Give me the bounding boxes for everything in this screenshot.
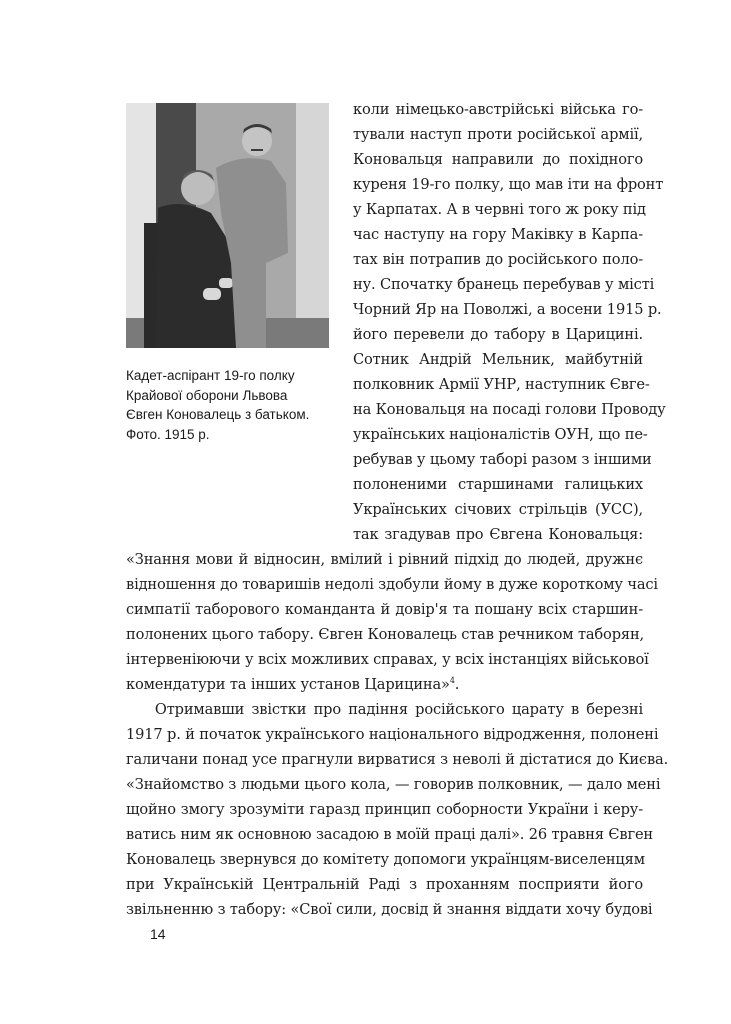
text-line: Чорний Яр на Поволжі, а восени 1915 р. bbox=[353, 301, 662, 318]
text-line: час наступу на гору Маківку в Карпа- bbox=[353, 226, 643, 243]
paragraph-line: ватись ним як основною засадою в моїй праці далі». 26 травня Євген bbox=[126, 826, 654, 843]
text-line: полковник Армії УНР, наступник Євге- bbox=[353, 376, 650, 393]
paragraph-line: Отримавши звістки про падіння російського царату в березні bbox=[126, 701, 643, 718]
text-line: його перевели до табору в Царицині. bbox=[353, 326, 643, 343]
text-line: полоненими старшинами галицьких bbox=[353, 476, 643, 493]
text-line: Сотник Андрій Мельник, майбутній bbox=[353, 351, 643, 368]
paragraph-line: галичани понад усе прагнули вирватися з неволі й дістатися до Києва. bbox=[126, 751, 669, 768]
text-line: на Коновальця на посаді голови Проводу bbox=[353, 401, 666, 418]
paragraph-line: «Знайомство з людьми цього кола, — говорив полковник, — дало мені bbox=[126, 776, 661, 793]
page-number: 14 bbox=[150, 926, 166, 942]
paragraph-line: щойно змогу зрозуміти гаразд принцип соборности України і керу- bbox=[126, 801, 643, 818]
paragraph-line: 1917 р. й початок українського національного відродження, полонені bbox=[126, 726, 659, 743]
text-line: коли німецько-австрійські війська го- bbox=[353, 101, 643, 118]
caption-line: Крайової оборони Львова bbox=[126, 387, 288, 403]
paragraph-line: Коновалець звернувся до комітету допомоги українцям-виселенцям bbox=[126, 851, 645, 868]
quote-line: полонених цього табору. Євген Коновалець став речником таборян, bbox=[126, 626, 645, 643]
quote-line: симпатії таборового команданта й довір'я та пошану всіх старшин- bbox=[126, 601, 643, 618]
quote-line: інтервеніюючи у всіх можливих справах, у всіх інстанціях військової bbox=[126, 651, 649, 668]
text-line: тах він потрапив до російського поло- bbox=[353, 251, 643, 268]
text-line: тували наступ проти російської армії, bbox=[353, 126, 643, 143]
quote-text: комендатури та інших установ Царицина» bbox=[126, 676, 450, 693]
photo-caption bbox=[126, 366, 346, 444]
footnote-punct: . bbox=[454, 676, 460, 693]
text-line: ну. Спочатку бранець перебував у місті bbox=[353, 276, 655, 293]
photo-illustration bbox=[126, 103, 329, 348]
quote-line: «Знання мови й відносин, вмілий і рівний підхід до людей, дружнє bbox=[126, 551, 643, 568]
text-line: Українських січових стрільців (УСС), bbox=[353, 501, 643, 518]
caption-line: Кадет-аспірант 19-го полку bbox=[126, 368, 295, 383]
text-line: Коновальця направили до похідного bbox=[353, 151, 643, 168]
quote-line-last bbox=[126, 672, 643, 697]
text-line: українських націоналістів ОУН, що пе- bbox=[353, 426, 648, 443]
text-line: у Карпатах. А в червні того ж року під bbox=[353, 201, 646, 218]
text-line: ребував у цьому таборі разом з іншими bbox=[353, 451, 652, 468]
text-line: так згадував про Євгена Коновальця: bbox=[353, 526, 643, 543]
paragraph-line: звільненню з табору: «Свої сили, досвід й знання віддати хочу будові bbox=[126, 901, 653, 918]
footnote-marker[interactable]: 4 bbox=[449, 676, 455, 686]
text-line: куреня 19-го полку, що мав іти на фронт bbox=[353, 176, 664, 193]
historical-photo bbox=[126, 103, 329, 348]
caption-line: Фото. 1915 р. bbox=[126, 426, 210, 442]
paragraph-line: при Українській Центральній Раді з проханням посприяти його bbox=[126, 876, 643, 893]
quote-line: відношення до товаришів недолі здобули йому в дуже короткому часі bbox=[126, 576, 658, 593]
caption-line: Євген Коновалець з батьком. bbox=[126, 407, 310, 422]
